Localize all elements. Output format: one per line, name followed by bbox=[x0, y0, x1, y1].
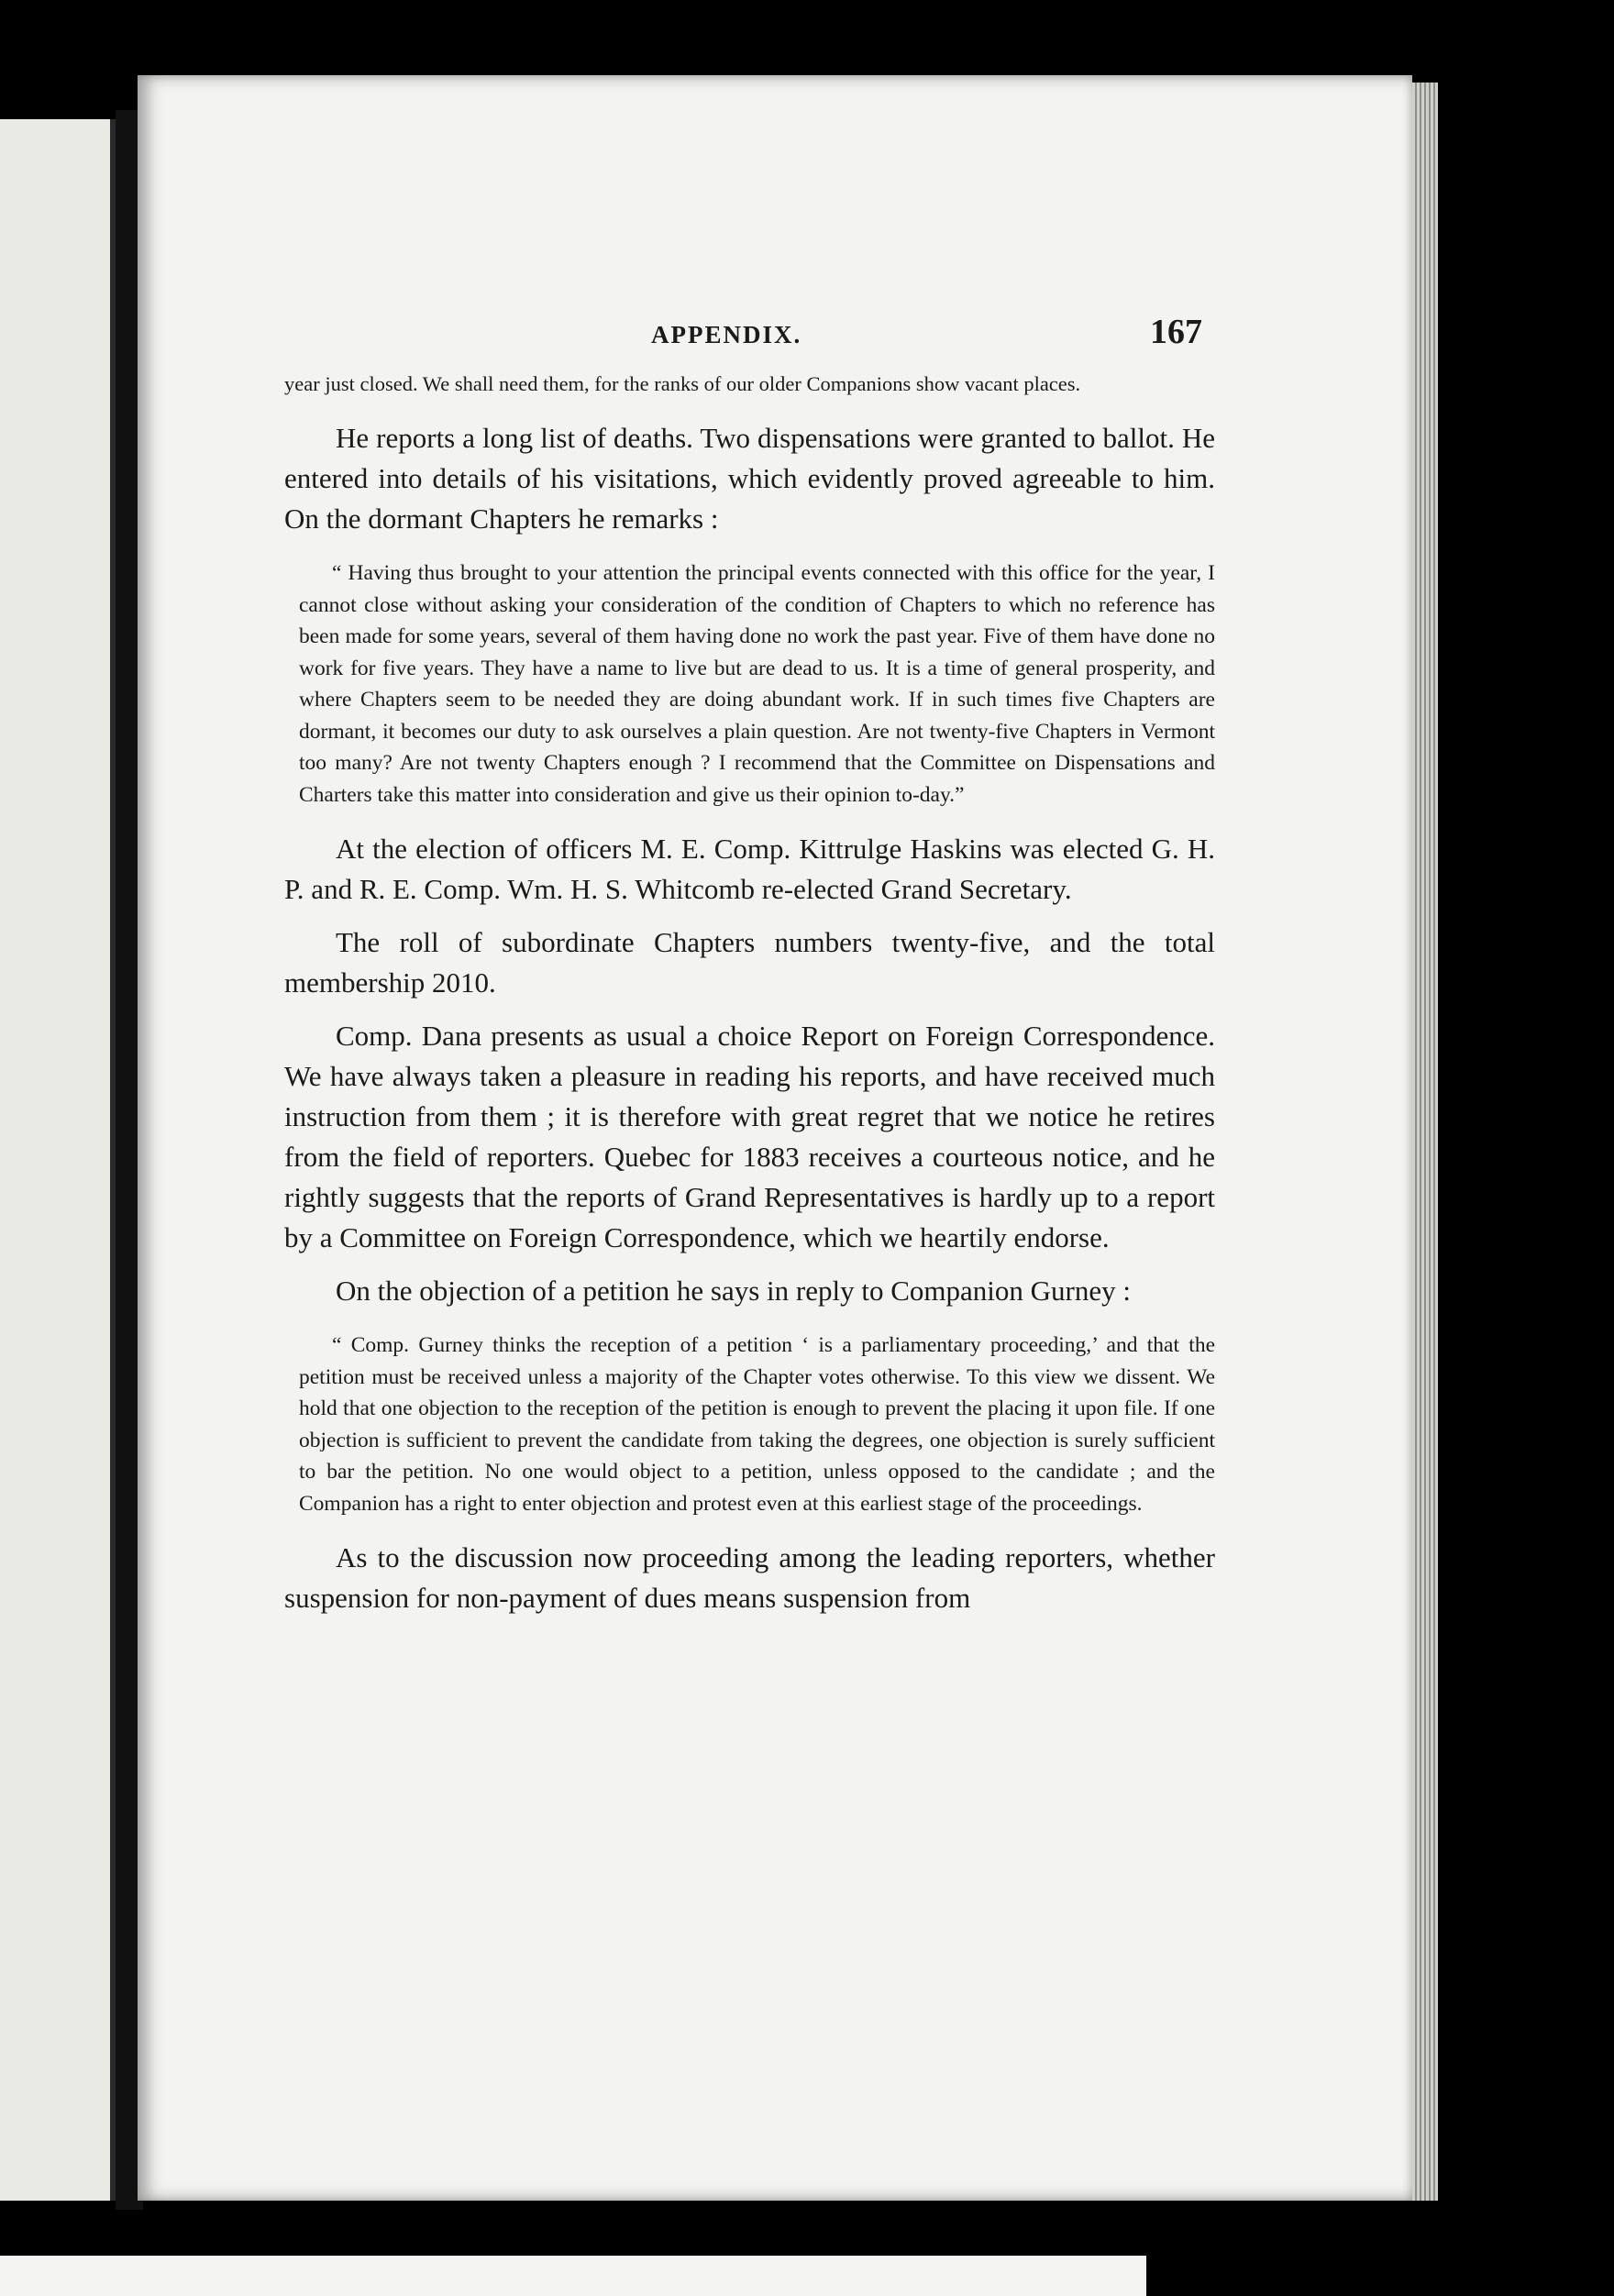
paragraph-election: At the election of officers M. E. Comp. Kittrulge Haskins was elected G. H. P. and R. E. Comp. Wm. H. S. Whitcomb re-elected Grand Secretary. bbox=[284, 833, 1215, 905]
bottom-card bbox=[0, 2256, 1146, 2296]
quote-gurney: “ Comp. Gurney thinks the reception of a petition ‘ is a parliamentary proceeding,’ and that the petition must be received unless a majority of the Chapter votes otherwise. To this view we dissent. We hold that one objection to the reception of the petition is enough to prevent the placing it upon file. If one objection is sufficient to prevent the candidate from taking the degrees, one objection is surely sufficient to bar the petition. No one would object to a petition, unless opposed to the candidate ; and the Companion has a right to enter objection and protest even at this earliest stage of the proceedings. bbox=[299, 1333, 1215, 1516]
running-head bbox=[284, 312, 1215, 369]
continued-paragraph: year just closed. We shall need them, for the ranks of our older Companions show vacant places. bbox=[284, 372, 1081, 395]
page-number: 167 bbox=[1150, 313, 1202, 351]
running-title: APPENDIX. bbox=[651, 321, 802, 348]
paragraph-deaths: He reports a long list of deaths. Two dispensations were granted to ballot. He entered into details of his visitations, which evidently proved agreeable to him. On the dormant Chapters he remarks : bbox=[284, 422, 1215, 535]
page-content bbox=[284, 312, 1215, 1618]
paragraph-foreign-correspondence: Comp. Dana presents as usual a choice Report on Foreign Correspondence. We have always taken a pleasure in reading his reports, and have received much instruction from them ; it is therefore with great regret that we notice he retires from the field of reporters. Quebec for 1883 receives a courteous notice, and he rightly suggests that the reports of Grand Representatives is hardly up to a report by a Committee on Foreign Correspondence, which we heartily endorse. bbox=[284, 1020, 1215, 1253]
paragraph-roll: The roll of subordinate Chapters numbers twenty-five, and the total membership 2010. bbox=[284, 926, 1215, 999]
page-block-edge bbox=[1412, 83, 1438, 2201]
paragraph-petition-objection: On the objection of a petition he says in reply to Companion Gurney : bbox=[336, 1275, 1131, 1307]
quote-dormant-chapters: “ Having thus brought to your attention the principal events connected with this office for the year, I cannot close without asking your consideration of the condition of Chapters to which no reference has been made for some years, several of them having done no work the past year. Five of them have done no work for five years. They have a name to live but are dead to us. It is a time of general prosperity, and where Chapters seem to be needed they are doing abundant work. If in such times five Chapters are dormant, it becomes our duty to ask ourselves a plain question. Are not twenty-five Chapters in Vermont too many? Are not twenty Chapters enough ? I recommend that the Committee on Dispensations and Charters take this matter into consideration and give us their opinion to-day.” bbox=[299, 561, 1215, 807]
facing-page-edge bbox=[0, 119, 116, 2201]
paragraph-suspension: As to the discussion now proceeding among the leading reporters, whether suspension for non-payment of dues means suspension from bbox=[284, 1541, 1215, 1614]
